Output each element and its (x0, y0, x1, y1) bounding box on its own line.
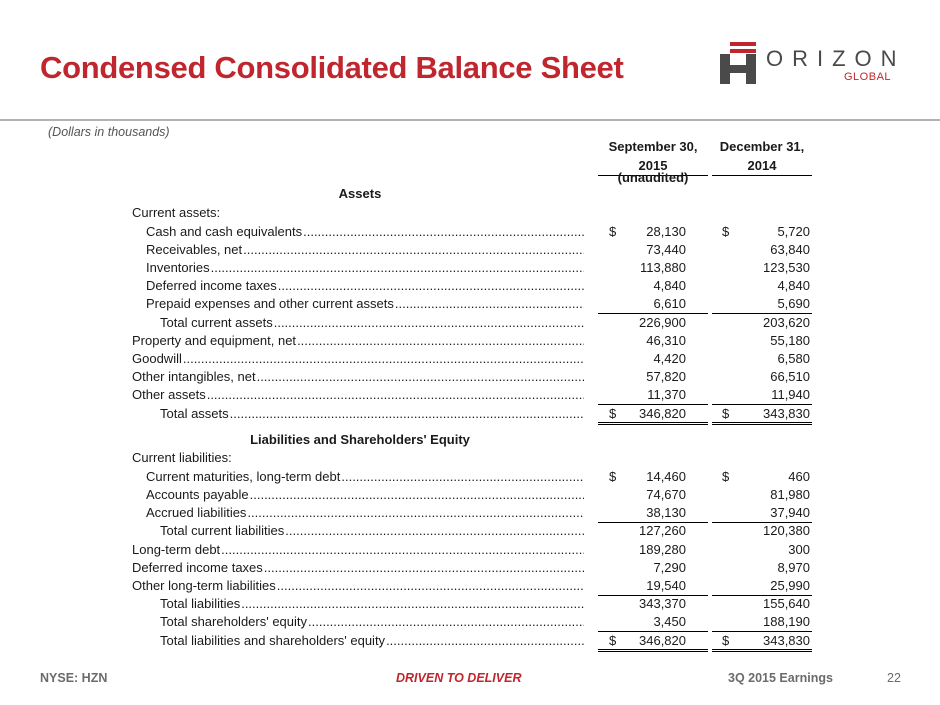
row-label: Cash and cash equivalents ..... (146, 222, 584, 242)
table-row-total (132, 404, 812, 424)
dollar-sign: $ (722, 406, 730, 421)
header-divider (0, 119, 940, 121)
value-2015: 346,820 (639, 406, 686, 421)
unaudited-label: (unaudited) (617, 170, 689, 185)
row-label: Prepaid expenses and other current assets ..... (146, 294, 584, 314)
table-row (132, 558, 812, 578)
row-label: Total current assets ..... (160, 313, 584, 333)
value-2015: 46,310 (646, 333, 686, 348)
row-label: Total liabilities ..... (160, 594, 584, 614)
column-header-line2: 2014 (747, 158, 777, 173)
value-2014: 120,380 (763, 523, 810, 538)
value-2015: 38,130 (646, 505, 686, 520)
dollar-sign: $ (609, 406, 617, 421)
value-2014: 123,530 (763, 260, 810, 275)
value-2014: 203,620 (763, 315, 810, 330)
row-label: Other long-term liabilities ..... (132, 576, 584, 596)
row-label: Goodwill ..... (132, 349, 584, 369)
value-2014: 8,970 (777, 560, 810, 575)
footer-ticker: NYSE: HZN (40, 671, 108, 685)
value-2015: 14,460 (646, 469, 686, 484)
logo-wordmark: ORIZON (766, 46, 906, 71)
table-row (132, 467, 812, 487)
value-2015: 74,670 (646, 487, 686, 502)
value-2015: 19,540 (646, 578, 686, 593)
row-label: Current maturities, long-term debt ..... (146, 467, 584, 487)
row-label: Long-term debt ..... (132, 540, 584, 560)
table-row (132, 385, 812, 405)
table-row (132, 576, 812, 596)
row-label: Deferred income taxes ..... (132, 558, 584, 578)
value-2014: 25,990 (770, 578, 810, 593)
table-row (132, 222, 812, 242)
column-header-line2: 2015 (638, 158, 668, 173)
value-2015: 113,880 (639, 260, 686, 275)
value-2015: 6,610 (653, 296, 686, 311)
table-row (132, 313, 812, 333)
value-2015: 226,900 (639, 315, 686, 330)
value-2015: 7,290 (653, 560, 686, 575)
value-2014: 4,840 (777, 278, 810, 293)
value-2014: 6,580 (777, 351, 810, 366)
table-row (132, 521, 812, 541)
value-2014: 188,190 (763, 614, 810, 629)
value-2015: 4,420 (653, 351, 686, 366)
table-row (132, 485, 812, 505)
row-label: Current assets: (132, 205, 221, 220)
value-2015: 343,370 (639, 596, 686, 611)
table-row (132, 594, 812, 614)
table-row (132, 448, 812, 468)
row-label: Other assets ..... (132, 385, 584, 405)
horizon-global-logo (720, 40, 906, 92)
dollar-sign: $ (722, 633, 730, 648)
dollar-sign: $ (609, 633, 617, 648)
dollar-sign: $ (722, 224, 730, 239)
page-title: Condensed Consolidated Balance Sheet (40, 50, 624, 85)
footer-tagline: DRIVEN TO DELIVER (396, 671, 522, 685)
table-row (132, 612, 812, 632)
row-label: Total assets ..... (160, 404, 584, 424)
table-row (132, 203, 812, 223)
units-note: (Dollars in thousands) (48, 125, 170, 139)
table-row (132, 540, 812, 560)
value-2014: 81,980 (770, 487, 810, 502)
row-label: Deferred income taxes ..... (146, 276, 584, 296)
column-header-line1: September 30, (608, 139, 698, 154)
table-row (132, 240, 812, 260)
table-row (132, 258, 812, 278)
row-label: Property and equipment, net ..... (132, 331, 584, 351)
table-row (132, 276, 812, 296)
row-label: Total current liabilities ..... (160, 521, 584, 541)
table-row (132, 503, 812, 523)
value-2014: 5,720 (777, 224, 810, 239)
value-2014: 55,180 (770, 333, 810, 348)
row-label: Current liabilities: (132, 450, 232, 465)
table-row (132, 294, 812, 314)
value-2015: 346,820 (639, 633, 686, 648)
value-2014: 37,940 (770, 505, 810, 520)
value-2014: 66,510 (770, 369, 810, 384)
table-row (132, 349, 812, 369)
value-2014: 11,940 (771, 387, 810, 402)
row-label: Inventories ..... (146, 258, 584, 278)
value-2014: 343,830 (763, 633, 810, 648)
section-heading-assets: Assets (338, 186, 382, 201)
dollar-sign: $ (609, 224, 617, 239)
dollar-sign: $ (609, 469, 617, 484)
logo-subtext: GLOBAL (844, 71, 892, 83)
dollar-sign: $ (722, 469, 730, 484)
value-2015: 28,130 (646, 224, 686, 239)
row-label: Total liabilities and shareholders' equity ..... (160, 631, 584, 651)
column-header-line1: December 31, (719, 139, 805, 154)
value-2015: 73,440 (646, 242, 686, 257)
value-2015: 189,280 (639, 542, 686, 557)
table-row-total (132, 631, 812, 651)
row-label: Receivables, net ..... (146, 240, 584, 260)
value-2014: 155,640 (763, 596, 810, 611)
value-2015: 11,370 (647, 387, 686, 402)
row-label: Total shareholders' equity ..... (160, 612, 584, 632)
value-2015: 4,840 (653, 278, 686, 293)
table-row (132, 331, 812, 351)
table-row (132, 367, 812, 387)
value-2014: 460 (788, 469, 810, 484)
value-2014: 63,840 (770, 242, 810, 257)
row-label: Accounts payable ..... (146, 485, 584, 505)
footer-report-name: 3Q 2015 Earnings (728, 671, 833, 685)
value-2014: 343,830 (763, 406, 810, 421)
column-header-dec-2014 (712, 137, 812, 176)
value-2015: 3,450 (653, 614, 686, 629)
row-label: Other intangibles, net ..... (132, 367, 584, 387)
h-mark-icon (720, 40, 764, 92)
value-2015: 57,820 (646, 369, 686, 384)
section-heading-liabilities: Liabilities and Shareholders' Equity (250, 432, 470, 447)
row-label: Accrued liabilities ..... (146, 503, 584, 523)
page-number: 22 (887, 671, 901, 685)
value-2014: 5,690 (777, 296, 810, 311)
value-2014: 300 (788, 542, 810, 557)
value-2015: 127,260 (639, 523, 686, 538)
